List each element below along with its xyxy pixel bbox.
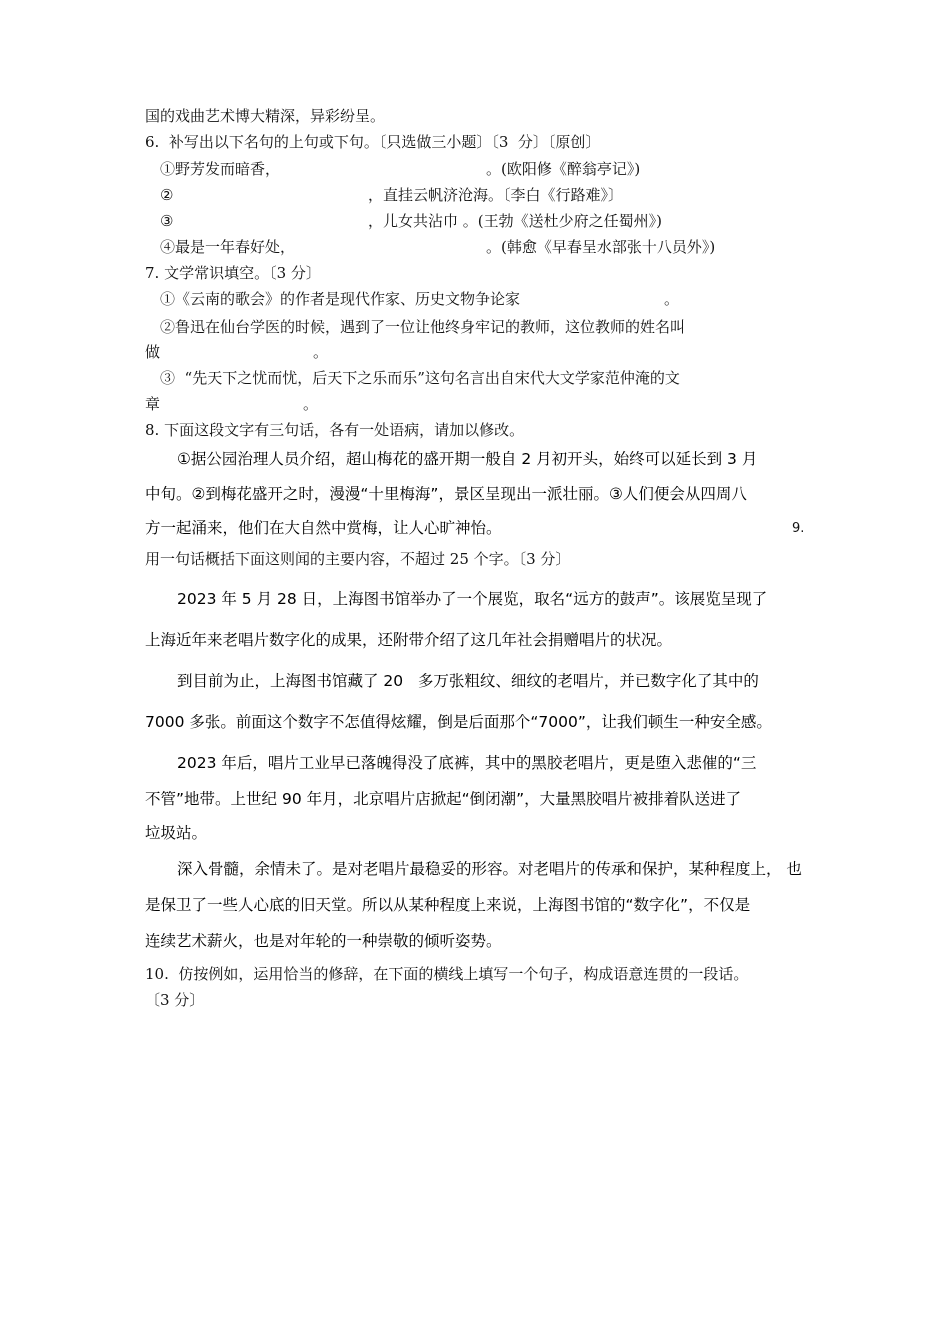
q7-item-3-cont: 章 — [145, 395, 161, 413]
question-6-heading: 6. 补写出以下名句的上句或下句。〔只选做三小题〕〔3 分〕〔原创〕 — [145, 133, 601, 151]
question-7-heading: 7. 文学常识填空。〔3 分〕 — [145, 264, 321, 282]
q6-item-1: ①野芳发而暗香， — [160, 160, 281, 178]
q9-p1-line-2: 上海近年来老唱片数字化的成果，还附带介绍了这几年社会捐赠唱片的状况。 — [145, 631, 673, 649]
q9-p4-line-3: 连续艺术薪火，也是对年轮的一种崇敬的倾听姿势。 — [145, 932, 502, 950]
q7-item-2-end: 。 — [313, 343, 329, 361]
q9-p2-line-1: 到目前为止，上海图书馆藏了 20 多万张粗纹、细纹的老唱片，并已数字化了其中的 — [177, 672, 759, 690]
q6-item-3-source: ，儿女共沾巾 。(王勃《送杜少府之任蜀州》) — [368, 212, 662, 230]
question-10-heading: 10. 仿按例如，运用恰当的修辞，在下面的横线上填写一个句子，构成语意连贯的一段话。 — [145, 965, 749, 983]
q6-item-3: ③ — [160, 212, 174, 230]
question-9-number: 9. — [792, 521, 805, 536]
q7-item-1: ①《云南的歌会》的作者是现代作家、历史文物争论家 — [160, 290, 521, 308]
q6-item-2-source: ，直挂云帆济沧海。〔李白《行路难》〕 — [368, 186, 624, 204]
q6-item-1-source: 。(欧阳修《醉翁亭记》) — [486, 160, 641, 178]
q9-p3-line-3: 垃圾站。 — [145, 824, 208, 842]
q7-item-3: ③ “先天下之忧而忧，后天下之乐而乐”这句名言出自宋代大文学家范仲淹的文 — [160, 369, 680, 387]
q8-paragraph-line-1: ①据公园治理人员介绍，超山梅花的盛开期一般自 2 月初开头，始终可以延长到 3 月 — [177, 450, 758, 468]
question-9-heading: 用一句话概括下面这则闻的主要内容，不超过 25 个字。〔3 分〕 — [145, 550, 571, 568]
q9-p4-line-1: 深入骨髓，余情未了。是对老唱片最稳妥的形容。对老唱片的传承和保护，某种程度上， 也 — [177, 860, 802, 878]
q9-p3-line-1: 2023 年后，唱片工业早已落魄得没了底裤，其中的黑胶老唱片，更是堕入悲催的“三 — [177, 754, 757, 772]
q8-paragraph-line-2: 中旬。②到梅花盛开之时，漫漫“十里梅海”，景区呈现出一派壮丽。③人们便会从四周八 — [145, 485, 747, 503]
q6-item-4: ④最是一年春好处， — [160, 238, 296, 256]
q9-p2-line-2: 7000 多张。前面这个数字不怎值得炫耀，倒是后面那个“7000”，让我们顿生一种安全感。 — [145, 713, 772, 731]
intro-line: 国的戏曲艺术博大精深，异彩纷呈。 — [145, 107, 386, 125]
q6-item-2: ② — [160, 186, 174, 204]
q9-p3-line-2: 不管”地带。上世纪 90 年月，北京唱片店掀起“倒闭潮”，大量黑胶唱片被排着队送进了 — [145, 790, 742, 808]
question-8-heading: 8. 下面这段文字有三句话，各有一处语病，请加以修改。 — [145, 421, 525, 439]
q7-item-2: ②鲁迅在仙台学医的时候，遇到了一位让他终身牢记的教师，这位教师的姓名叫 — [160, 318, 686, 336]
q6-item-4-source: 。(韩愈《早春呈水部张十八员外》) — [486, 238, 716, 256]
q9-p4-line-2: 是保卫了一些人心底的旧天堂。所以从某种程度上来说，上海图书馆的“数字化”，不仅是 — [145, 896, 751, 914]
q9-p1-line-1: 2023 年 5 月 28 日，上海图书馆举办了一个展览，取名“远方的鼓声”。该展览呈现了 — [177, 590, 768, 608]
q7-item-2-cont: 做 — [145, 343, 161, 361]
q8-paragraph-line-3: 方一起涌来，他们在大自然中赏梅，让人心旷神怡。 — [145, 519, 502, 537]
question-10-score: 〔3 分〕 — [145, 991, 205, 1009]
q7-item-1-end: 。 — [664, 290, 680, 308]
q7-item-3-end: 。 — [303, 395, 319, 413]
